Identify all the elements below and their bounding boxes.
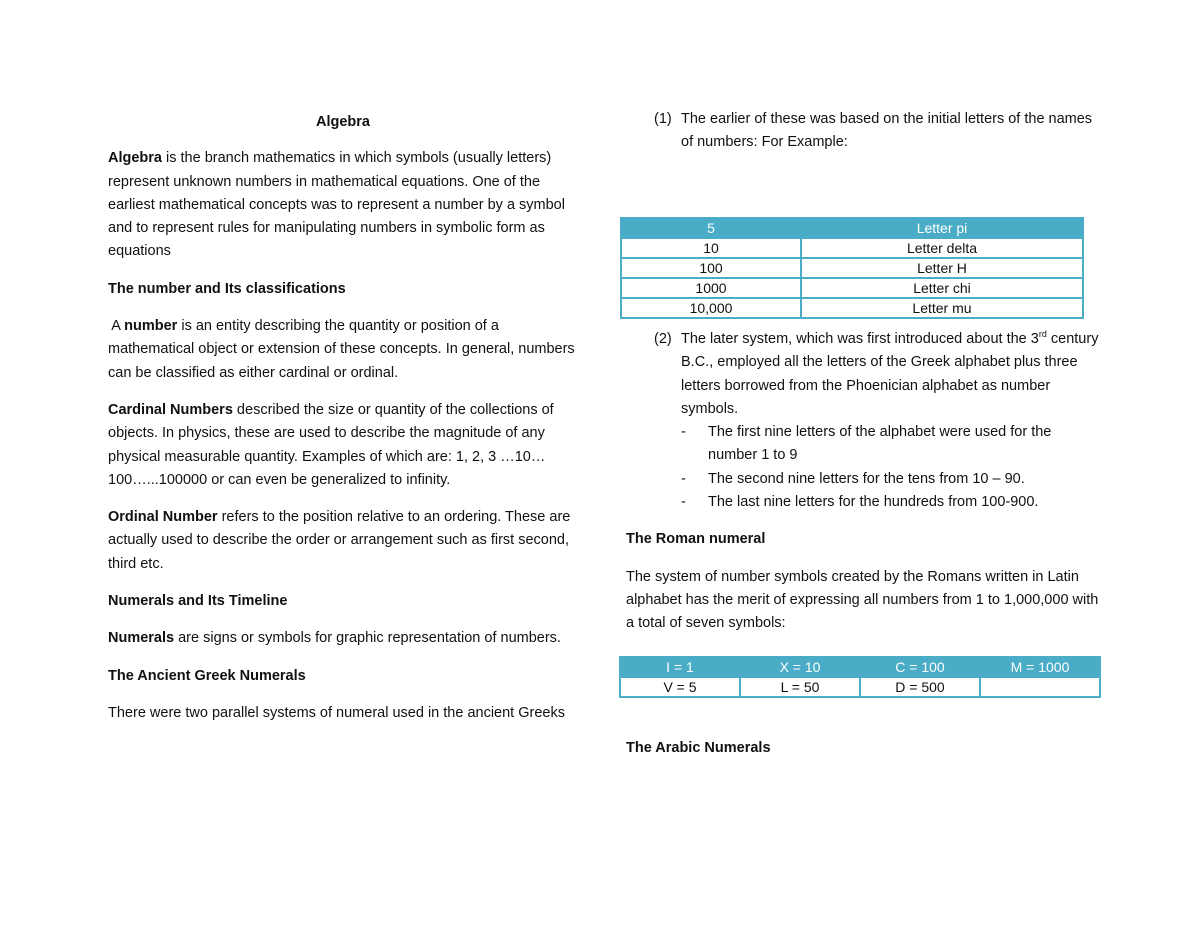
table-row bbox=[621, 258, 1083, 278]
number-term: number bbox=[124, 318, 178, 335]
table-cell: I = 1 bbox=[620, 657, 740, 677]
list-text-2-pre: The later system, which was first introduced about the 3 bbox=[681, 331, 1039, 347]
table-cell: V = 5 bbox=[620, 677, 740, 697]
ordinal-text: refers to the position relative to an ordering. These are actually used to describe the order or arrangement such as first second, third etc. bbox=[108, 509, 571, 572]
table-cell: 100 bbox=[621, 258, 801, 278]
table-cell: Letter pi bbox=[801, 218, 1083, 238]
ordinal-paragraph bbox=[108, 506, 578, 576]
table-cell: X = 10 bbox=[740, 657, 860, 677]
table-row bbox=[621, 238, 1083, 258]
heading-number-classifications: The number and Its classifications bbox=[108, 280, 346, 297]
table-cell: M = 1000 bbox=[980, 657, 1100, 677]
list-text-1: The earlier of these was based on the initial letters of the names of numbers: For Example: bbox=[681, 111, 1093, 151]
cardinal-term: Cardinal Numbers bbox=[108, 401, 233, 418]
right-column-top bbox=[626, 108, 1104, 155]
table-row bbox=[621, 278, 1083, 298]
algebra-text: is the branch mathematics in which symbols (usually letters) represent unknown numbers in mathematical equations. One of the earliest mathematical concepts was to represent a number by a symbol and to represent rules for manipulating numbers in symbolic form as equations bbox=[108, 150, 565, 260]
bullet-item-3 bbox=[626, 491, 1104, 514]
page-title: Algebra bbox=[316, 114, 370, 130]
table-row bbox=[620, 677, 1100, 697]
table-row bbox=[621, 218, 1083, 238]
heading-numerals-timeline: Numerals and Its Timeline bbox=[108, 593, 288, 610]
list-number-1: (1) bbox=[654, 111, 672, 127]
roman-paragraph: The system of number symbols created by the Romans written in Latin alphabet has the merit of expressing all numbers from 1 to 1,000,000 with a total of seven symbols: bbox=[626, 568, 1099, 632]
table-cell: 10 bbox=[621, 238, 801, 258]
algebra-term: Algebra bbox=[108, 150, 162, 167]
bullet-item-2 bbox=[626, 468, 1104, 491]
table-cell bbox=[980, 677, 1100, 697]
right-column-bottom bbox=[626, 328, 1104, 636]
table-cell: D = 500 bbox=[860, 677, 980, 697]
table-cell: Letter delta bbox=[801, 238, 1083, 258]
heading-ancient-greek: The Ancient Greek Numerals bbox=[108, 667, 306, 684]
table-cell: Letter H bbox=[801, 258, 1083, 278]
numerals-term: Numerals bbox=[108, 630, 175, 647]
heading-arabic-numerals: The Arabic Numerals bbox=[626, 740, 771, 756]
dash-marker: - bbox=[681, 424, 686, 441]
left-column bbox=[108, 108, 578, 725]
ordinal-superscript: rd bbox=[1038, 329, 1047, 340]
table-cell: 10,000 bbox=[621, 298, 801, 318]
algebra-paragraph bbox=[108, 147, 578, 263]
list-text-2-post: century B.C., employed all the letters of the Greek alphabet plus three letters borrowed from the Phoenician alphabet as number symbols. bbox=[681, 331, 1099, 417]
table-cell: 1000 bbox=[621, 278, 801, 298]
bullet-text-2: The second nine letters for the tens from 10 – 90. bbox=[708, 470, 1025, 487]
list-number-2: (2) bbox=[654, 331, 672, 347]
table-row bbox=[620, 657, 1100, 677]
number-pre: A bbox=[108, 318, 125, 335]
table-cell: C = 100 bbox=[860, 657, 980, 677]
table-cell: Letter chi bbox=[801, 278, 1083, 298]
greek-paragraph: There were two parallel systems of numeral used in the ancient Greeks bbox=[108, 704, 565, 721]
heading-roman-numeral: The Roman numeral bbox=[626, 531, 766, 548]
number-text: is an entity describing the quantity or position of a mathematical object or extension of these concepts. In general, numbers can be classified as either cardinal or ordinal. bbox=[108, 318, 575, 381]
dash-marker: - bbox=[681, 494, 686, 511]
table-cell: 5 bbox=[621, 218, 801, 238]
bullet-item-1 bbox=[626, 421, 1104, 468]
ordinal-term: Ordinal Number bbox=[108, 509, 218, 526]
roman-numeral-table bbox=[619, 656, 1101, 698]
list-item-1 bbox=[626, 108, 1104, 155]
numerals-paragraph bbox=[108, 627, 578, 650]
bullet-text-3: The last nine letters for the hundreds from 100-900. bbox=[708, 494, 1039, 511]
number-paragraph bbox=[108, 315, 578, 385]
greek-numeral-table bbox=[620, 217, 1084, 319]
table-cell: L = 50 bbox=[740, 677, 860, 697]
cardinal-text: described the size or quantity of the collections of objects. In physics, these are used to describe the magnitude of any physical measurable quantity. Examples of which are: 1, 2, 3 …10…100…...100000 or can even be generalized to infinity. bbox=[108, 401, 554, 488]
list-item-2 bbox=[626, 328, 1104, 421]
cardinal-paragraph bbox=[108, 399, 578, 492]
table-cell: Letter mu bbox=[801, 298, 1083, 318]
dash-marker: - bbox=[681, 470, 686, 487]
table-row bbox=[621, 298, 1083, 318]
numerals-text: are signs or symbols for graphic representation of numbers. bbox=[174, 630, 561, 647]
bullet-text-1: The first nine letters of the alphabet were used for the number 1 to 9 bbox=[708, 424, 1052, 464]
